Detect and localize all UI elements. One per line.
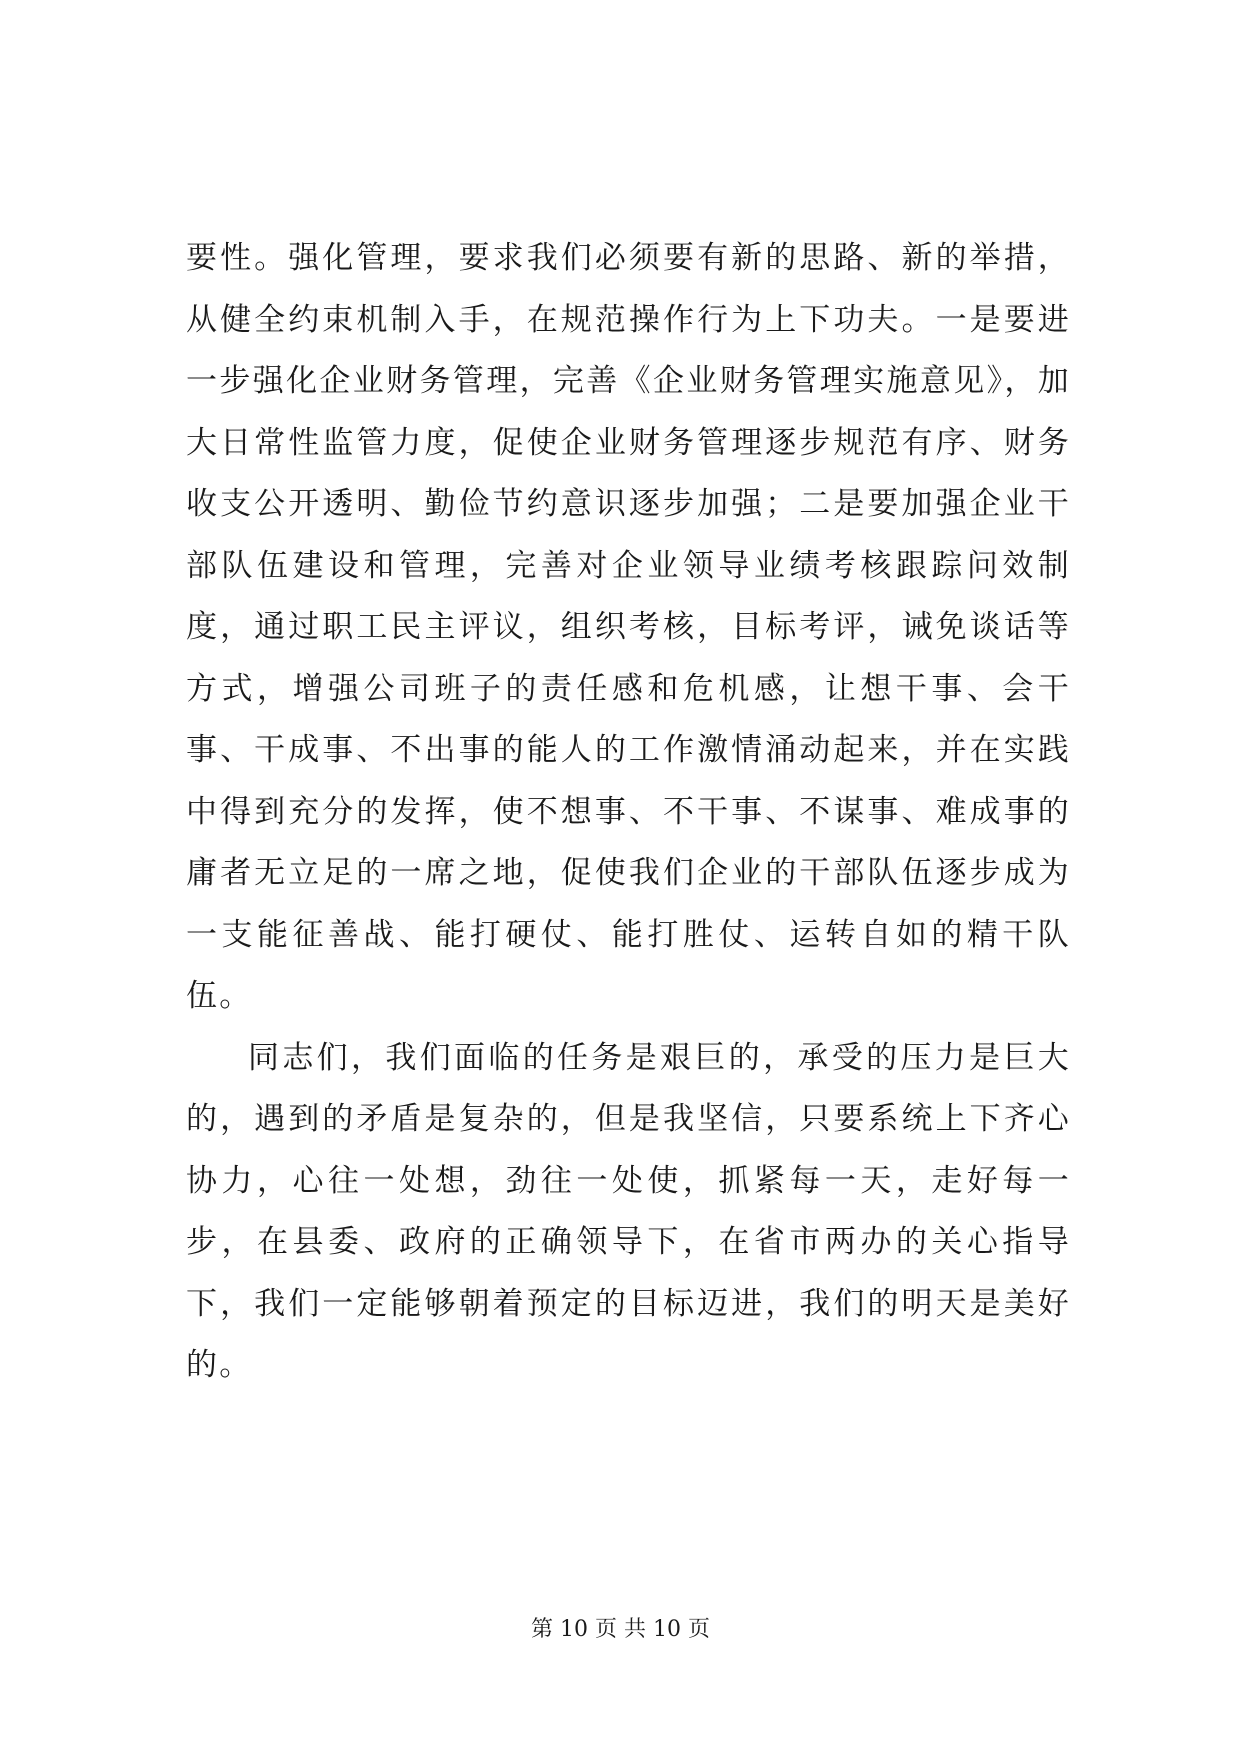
paragraph-closing: 同志们，我们面临的任务是艰巨的，承受的压力是巨大的，遇到的矛盾是复杂的，但是我坚信，只要系统上下齐心协力，心往一处想，劲往一处使，抓紧每一天，走好每一步，在县委、政府的正确领导下，在省市两办的关心指导下，我们一定能够朝着预定的目标迈进，我们的明天是美好的。 <box>186 1039 1071 1383</box>
paragraph-continuation: 要性。强化管理，要求我们必须要有新的思路、新的举措，从健全约束机制入手，在规范操作行为上下功夫。一是要进一步强化企业财务管理，完善《企业财务管理实施意见》，加大日常性监管力度，促使企业财务管理逐步规范有序、财务收支公开透明、勤俭节约意识逐步加强；二是要加强企业干部队伍建设和管理，完善对企业领导业绩考核跟踪问效制度，通过职工民主评议，组织考核，目标考评，诫免谈话等方式，增强公司班子的责任感和危机感，让想干事、会干事、干成事、不出事的能人的工作激情涌动起来，并在实践中得到充分的发挥，使不想事、不干事、不谋事、难成事的庸者无立足的一席之地，促使我们企业的干部队伍逐步成为一支能征善战、能打硬仗、能打胜仗、运转自如的精干队伍。 <box>186 240 1071 1014</box>
page-number-footer: 第 10 页 共 10 页 <box>531 1617 710 1642</box>
document-body <box>186 228 1071 1397</box>
